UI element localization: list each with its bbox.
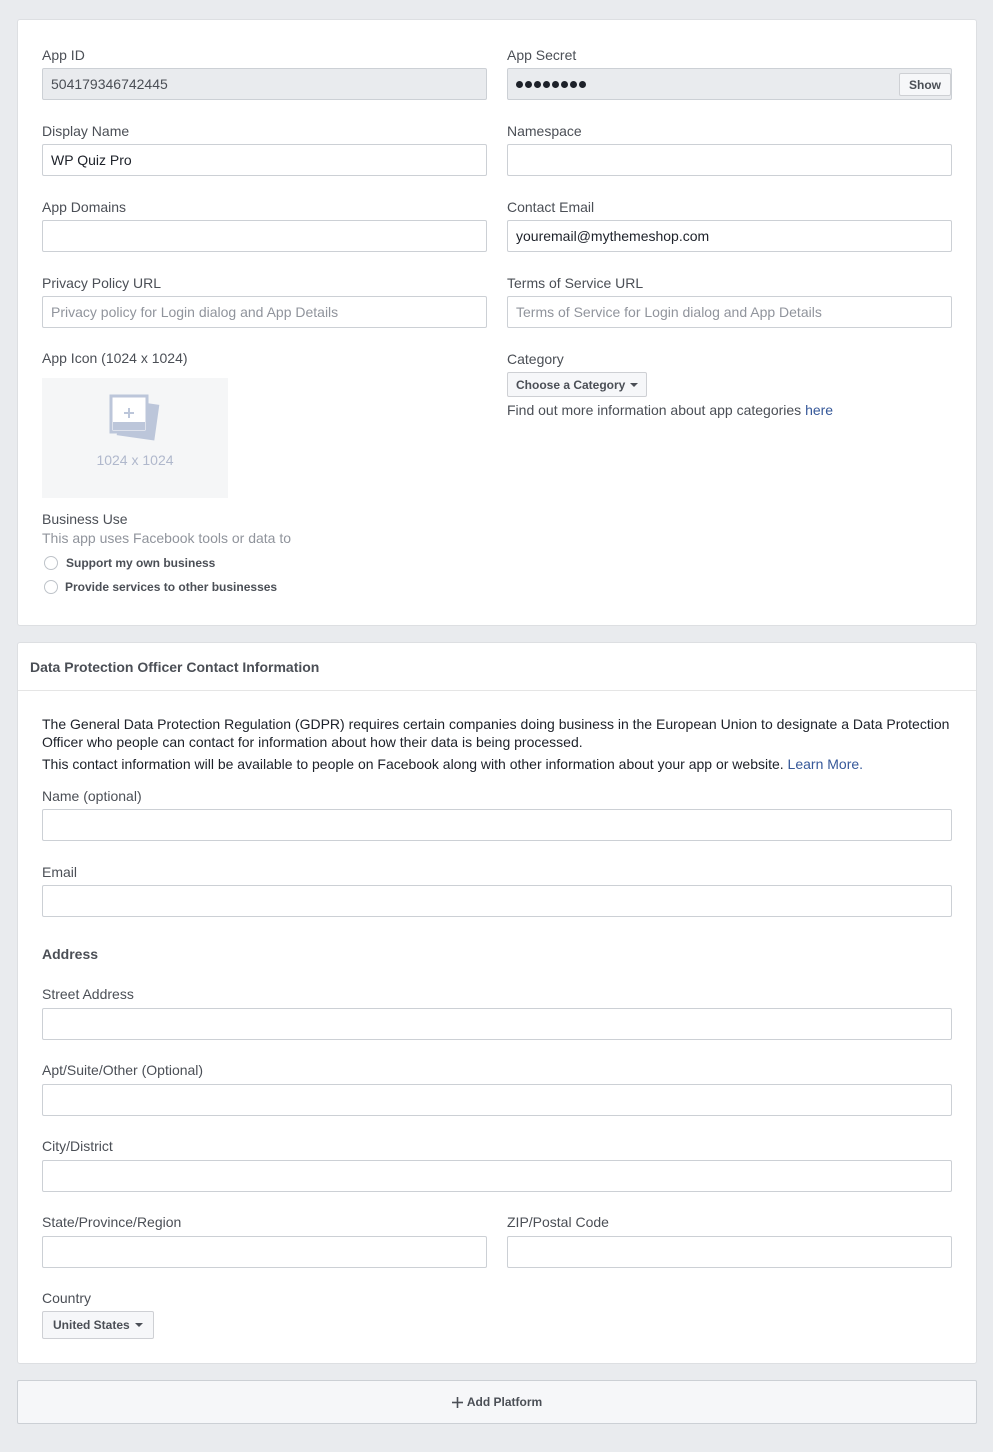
dpo-intro-line3-text: This contact information will be available to people on Facebook along with other information about your app or website.: [42, 756, 784, 772]
learn-more-link[interactable]: Learn More.: [787, 756, 864, 772]
tos-url-input[interactable]: Terms of Service for Login dialog and App Details: [507, 296, 952, 328]
namespace-label: Namespace: [507, 123, 582, 139]
app-secret-field: [507, 68, 952, 100]
app-domains-label: App Domains: [42, 199, 127, 215]
apt-suite-label: Apt/Suite/Other (Optional): [42, 1062, 204, 1078]
secret-mask-dot: [516, 81, 523, 88]
apt-suite-input[interactable]: [42, 1084, 952, 1116]
secret-mask-dot: [534, 81, 541, 88]
secret-mask-dot: [570, 81, 577, 88]
dpo-email-label: Email: [42, 864, 78, 880]
namespace-input[interactable]: [507, 144, 952, 176]
app-secret-label: App Secret: [507, 47, 577, 63]
zip-postal-label: ZIP/Postal Code: [507, 1214, 609, 1230]
dpo-intro-line3: [42, 755, 863, 773]
secret-mask-dot: [561, 81, 568, 88]
address-heading: Address: [42, 946, 99, 962]
secret-mask-dot: [552, 81, 559, 88]
app-id-field: 504179346742445: [42, 68, 487, 100]
chevron-down-icon: [630, 383, 638, 387]
radio-provide-services[interactable]: [44, 580, 58, 594]
dpo-email-input[interactable]: [42, 885, 952, 917]
secret-mask-dot: [525, 81, 532, 88]
basic-settings-card: [17, 19, 977, 626]
tos-url-label: Terms of Service URL: [507, 275, 644, 291]
plus-icon: [452, 1397, 463, 1408]
show-secret-button[interactable]: Show: [899, 73, 951, 96]
secret-mask-dot: [579, 81, 586, 88]
street-address-input[interactable]: [42, 1008, 952, 1040]
business-use-description: This app uses Facebook tools or data to: [42, 530, 292, 546]
category-help-text: Find out more information about app categories: [507, 402, 802, 418]
choose-category-button[interactable]: [507, 372, 647, 397]
contact-email-input[interactable]: youremail@mythemeshop.com: [507, 220, 952, 252]
category-help: [507, 402, 833, 418]
app-icon-label: App Icon (1024 x 1024): [42, 350, 188, 366]
dpo-divider: [18, 690, 976, 691]
dpo-name-label: Name (optional): [42, 788, 142, 804]
app-id-label: App ID: [42, 47, 85, 63]
app-domains-input[interactable]: [42, 220, 487, 252]
dpo-name-input[interactable]: [42, 809, 952, 841]
dpo-card: [17, 642, 977, 1364]
app-icon-upload[interactable]: [42, 378, 228, 498]
image-placeholder-icon: [109, 394, 163, 442]
choose-category-label: Choose a Category: [516, 377, 626, 392]
radio-label-provide-services[interactable]: Provide services to other businesses: [65, 580, 278, 594]
secret-mask-dot: [543, 81, 550, 88]
business-use-label: Business Use: [42, 511, 128, 527]
state-province-input[interactable]: [42, 1236, 487, 1268]
chevron-down-icon: [135, 1323, 143, 1327]
app-icon-size-text: 1024 x 1024: [96, 452, 174, 468]
country-select[interactable]: [42, 1311, 154, 1339]
city-district-input[interactable]: [42, 1160, 952, 1192]
dpo-intro-line1: The General Data Protection Regulation (GDPR) requires certain companies doing business in the European Union to designate a Data Protection: [42, 716, 950, 732]
contact-email-label: Contact Email: [507, 199, 595, 215]
dpo-intro-line2: Officer who people can contact for information about how their data is being processed.: [42, 734, 583, 750]
city-district-label: City/District: [42, 1138, 113, 1154]
radio-label-support-own-business[interactable]: Support my own business: [66, 556, 216, 570]
privacy-url-input[interactable]: Privacy policy for Login dialog and App Details: [42, 296, 487, 328]
country-label: Country: [42, 1290, 92, 1306]
country-select-value: United States: [53, 1318, 130, 1332]
category-help-link[interactable]: here: [805, 402, 834, 418]
display-name-label: Display Name: [42, 123, 130, 139]
privacy-url-label: Privacy Policy URL: [42, 275, 162, 291]
zip-postal-input[interactable]: [507, 1236, 952, 1268]
add-platform-button[interactable]: [17, 1380, 977, 1424]
street-address-label: Street Address: [42, 986, 134, 1002]
category-label: Category: [507, 351, 564, 367]
app-secret-masked-value: [516, 69, 943, 99]
display-name-input[interactable]: WP Quiz Pro: [42, 144, 487, 176]
radio-support-own-business[interactable]: [44, 556, 58, 570]
add-platform-label: Add Platform: [466, 1395, 543, 1409]
dpo-title: Data Protection Officer Contact Information: [30, 659, 320, 675]
state-province-label: State/Province/Region: [42, 1214, 182, 1230]
